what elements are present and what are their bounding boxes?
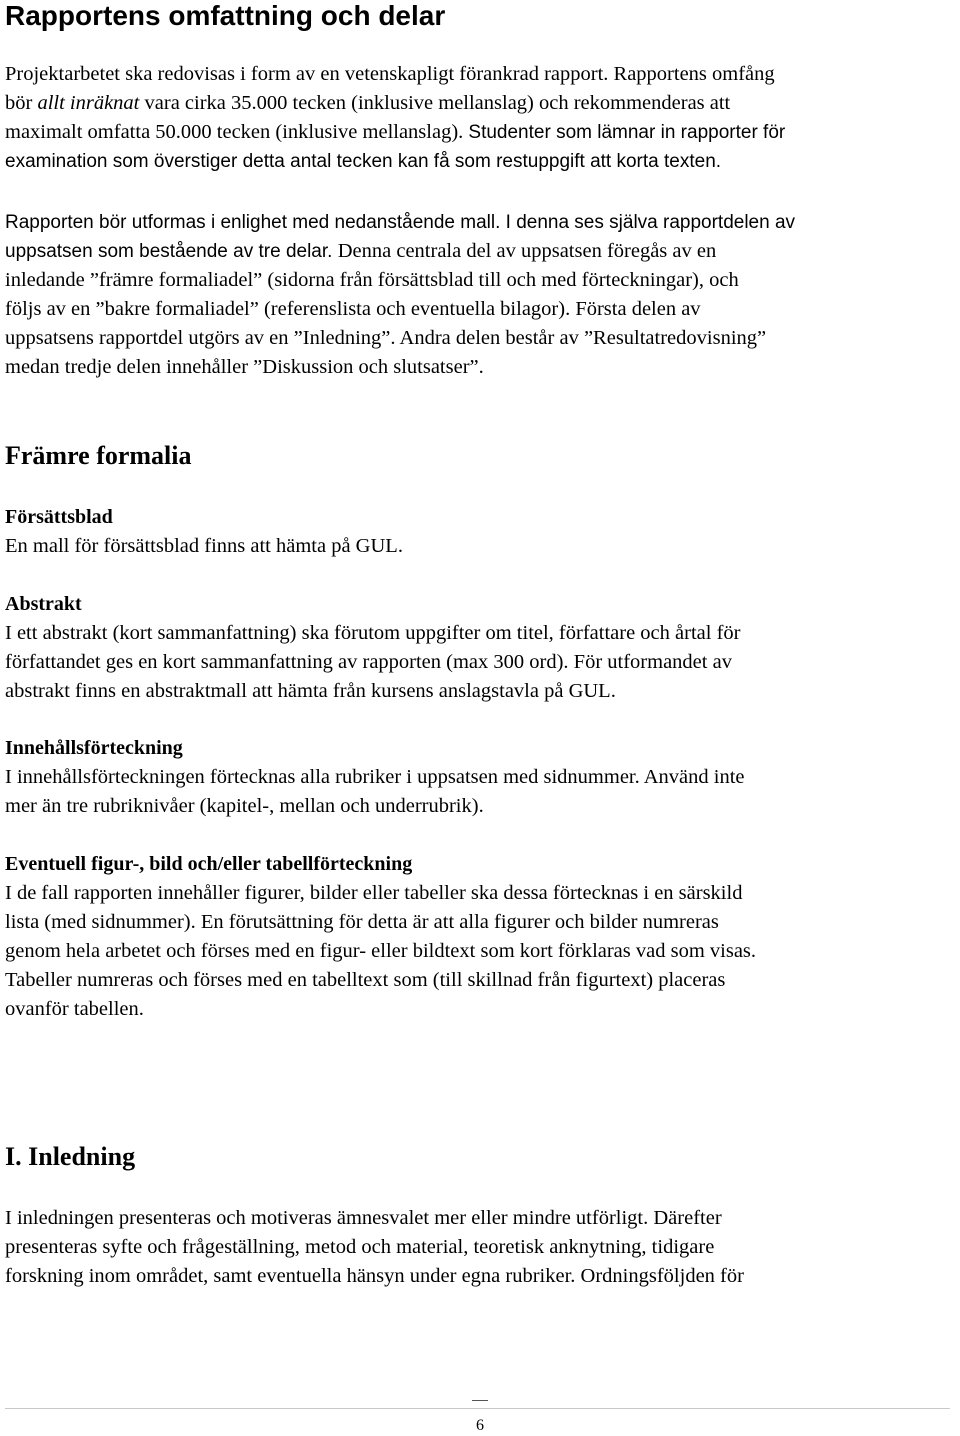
text-line: I de fall rapporten innehåller figurer, bilder eller tabeller ska dessa förtecknas i en särskild [5,882,743,904]
subsection-heading: Eventuell figur-, bild och/eller tabellförteckning [5,853,413,875]
section-title-framre-formalia: Främre formalia [5,441,192,470]
subsection-heading: Försättsblad [5,506,113,528]
text-run: bör [5,92,38,114]
text-line: mer än tre rubriknivåer (kapitel-, mellan och underrubrik). [5,795,484,817]
text-line: I ett abstrakt (kort sammanfattning) ska förutom uppgifter om titel, författare och årtal för [5,622,741,644]
text-line: forskning inom området, samt eventuella hänsyn under egna rubriker. Ordningsföljden för [5,1265,744,1287]
text-line: genom hela arbetet och förses med en figur- eller bildtext som kort förklaras vad som visas. [5,940,757,962]
subsection-figurforteckning [5,850,950,1024]
footer-tick-mark [472,1400,488,1401]
subsection-innehallsforteckning [5,734,950,821]
text-line: ovanför tabellen. [5,998,144,1020]
paragraph-mall [5,208,950,382]
text-run: Studenter som lämnar in rapporter för [468,122,786,143]
text-line: Projektarbetet ska redovisas i form av en vetenskapligt förankrad rapport. Rapportens omfång [5,63,775,85]
text-line: inledande ”främre formaliadel” (sidorna från försättsblad till och med förteckningar), och [5,269,739,291]
paragraph-inledning [5,1204,950,1291]
footer-divider [5,1408,950,1409]
section-title-inledning: I. Inledning [5,1142,136,1171]
text-line: presenteras syfte och frågeställning, metod och material, teoretisk anknytning, tidigare [5,1236,715,1258]
text-line: följs av en ”bakre formaliadel” (referenslista och eventuella bilagor). Första delen av [5,298,701,320]
subsection-heading: Innehållsförteckning [5,737,183,759]
text-line: I inledningen presenteras och motiveras ämnesvalet mer eller mindre utförligt. Därefter [5,1207,722,1229]
text-line: medan tredje delen innehåller ”Diskussion och slutsatser”. [5,356,484,378]
text-line: författandet ges en kort sammanfattning av rapporten (max 300 ord). För utformandet av [5,651,732,673]
text-line [5,89,950,118]
text-line: Rapporten bör utformas i enlighet med nedanstående mall. I denna ses själva rapportdelen av [5,212,796,233]
text-run: uppsatsen som bestående av tre delar. [5,241,338,262]
text-run: Denna centrala del av uppsatsen föregås av en [337,240,717,262]
section-title-rapportens-omfattning: Rapportens omfattning och delar [5,0,446,31]
text-run: maximalt omfatta 50.000 tecken (inklusive mellanslag). [5,121,469,143]
text-line: lista (med sidnummer). En förutsättning för detta är att alla figurer och bilder numreras [5,911,719,933]
text-line: uppsatsens rapportdel utgörs av en ”Inledning”. Andra delen består av ”Resultatredovisning” [5,327,767,349]
text-line: Tabeller numreras och förses med en tabelltext som (till skillnad från figurtext) placeras [5,969,726,991]
text-line: I innehållsförteckningen förtecknas alla rubriker i uppsatsen med sidnummer. Använd inte [5,766,745,788]
subsection-forsattsblad [5,503,950,561]
text-line: examination som överstiger detta antal tecken kan få som restuppgift att korta texten. [5,151,722,172]
page-number: 6 [476,1417,484,1434]
text-line [5,237,950,266]
text-line: En mall för försättsblad finns att hämta på GUL. [5,535,403,557]
subsection-heading: Abstrakt [5,593,82,615]
emphasis-text: allt inräknat [37,92,140,114]
subsection-abstrakt [5,590,950,706]
text-line [5,118,950,147]
text-line: abstrakt finns en abstraktmall att hämta från kursens anslagstavla på GUL. [5,680,616,702]
text-run: vara cirka 35.000 tecken (inklusive mellanslag) och rekommenderas att [139,92,731,114]
paragraph-omfang [5,60,950,176]
